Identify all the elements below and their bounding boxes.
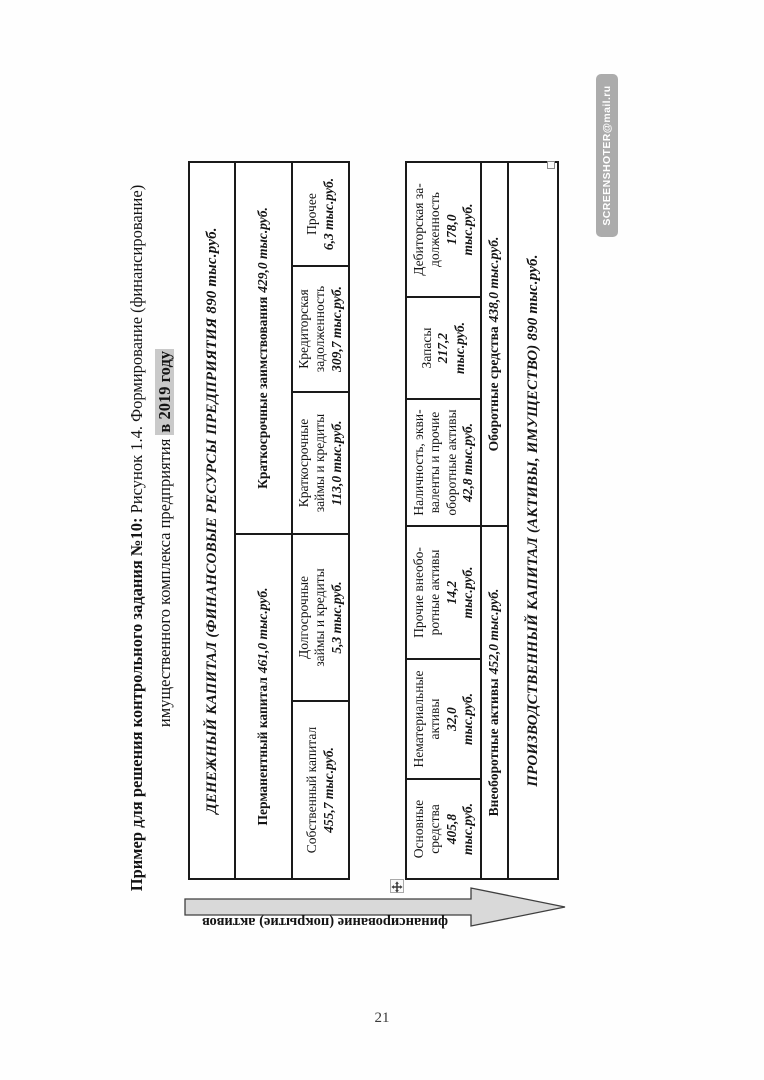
cell-value: тыс.руб. — [460, 566, 475, 619]
title-line2-text: имущественного комплекса предприятия — [155, 434, 174, 728]
current-assets-value: 438,0 тыс.руб. — [486, 236, 502, 323]
cell-value: 455,7 тыс.руб. — [320, 747, 336, 833]
cell-line: Нематериальные — [410, 670, 426, 768]
year-highlight: в 2019 году — [155, 350, 174, 433]
cell-value: тыс.руб. — [460, 693, 475, 745]
cell-value: 178,0 — [443, 214, 459, 245]
cell-receivables — [406, 162, 481, 297]
cell-value: 5,3 тыс.руб. — [328, 581, 344, 654]
cell-value: 32,0 — [443, 707, 459, 731]
title-figure-caption: Рисунок 1.4. Формирование (финансирование) — [127, 184, 146, 518]
cell-noncurrent-assets-total — [481, 526, 508, 879]
cell-fixed-assets — [406, 779, 481, 879]
title-task-label: Пример для решения контрольного задания №10: — [127, 517, 146, 892]
cell-value: 405,8 — [443, 813, 459, 845]
current-assets-label: Оборотные средства — [486, 326, 502, 452]
cell-line: Наличность, экви- — [410, 409, 426, 516]
four-way-move-icon — [391, 881, 403, 893]
cell-line: займы и кредиты — [312, 568, 328, 667]
cell-other-liabilities — [292, 162, 349, 266]
cell-short-term-borrowings — [235, 162, 292, 534]
tables-gap — [350, 163, 405, 880]
short-term-borrowings-value: 429,0 тыс.руб. — [255, 207, 271, 293]
cell-production-capital-footer: ПРОИЗВОДСТВЕННЫЙ КАПИТАЛ (АКТИВЫ, ИМУЩЕСТВО) 890 тыс.руб. — [508, 162, 558, 879]
cell-line: задолженность — [312, 285, 328, 373]
cell-value: тыс.руб. — [460, 803, 475, 855]
cell-current-assets-total — [481, 162, 508, 526]
noncurrent-assets-value: 452,0 тыс.руб. — [486, 588, 502, 675]
cell-accounts-payable — [292, 266, 349, 392]
cell-value: 309,7 тыс.руб. — [328, 286, 344, 372]
cell-line: оборотные активы — [443, 409, 459, 516]
cell-line: займы и кредиты — [312, 413, 328, 513]
cell-line: средства — [427, 804, 442, 854]
cell-value: 113,0 тыс.руб. — [328, 420, 344, 506]
cell-line: Прочее — [304, 193, 319, 235]
cell-line: Запасы — [418, 327, 434, 369]
cell-value: тыс.руб. — [460, 203, 475, 256]
cell-long-term-loans — [292, 534, 349, 701]
cell-line: Собственный капитал — [304, 726, 319, 854]
permanent-capital-value: 461,0 тыс.руб. — [255, 587, 271, 674]
cell-money-capital-header: ДЕНЕЖНЫЙ КАПИТАЛ (ФИНАНСОВЫЕ РЕСУРСЫ ПРЕДПРИЯТИЯ 890 тыс.руб. — [189, 162, 235, 879]
watermark-badge: SCREENSHOTER@mail.ru — [596, 74, 618, 237]
cell-line: долженность — [427, 192, 442, 267]
table-resize-handle[interactable] — [547, 161, 555, 169]
cell-line: Дебиторская за- — [410, 183, 426, 276]
table-move-handle[interactable] — [390, 879, 404, 893]
financing-arrow-label: финансирование (покрытие) активов — [202, 914, 449, 930]
cell-inventories — [406, 297, 481, 399]
figure-tables — [188, 163, 555, 880]
page-number: 21 — [374, 1010, 390, 1026]
watermark — [596, 74, 618, 237]
permanent-capital-label: Перманентный капитал — [255, 677, 271, 826]
short-term-borrowings-label: Краткосрочные заимствования — [255, 296, 271, 489]
production-capital-table — [405, 161, 559, 880]
figure-title — [123, 168, 181, 908]
cell-intangible-assets — [406, 659, 481, 779]
cell-line: Основные — [410, 799, 426, 859]
cell-value: 217,2 — [435, 332, 451, 364]
title-line-1 — [123, 168, 151, 908]
cell-short-term-loans — [292, 392, 349, 534]
cell-line: ротные активы — [427, 549, 442, 636]
money-capital-table — [188, 161, 350, 880]
cell-cash-and-equivalents — [406, 399, 481, 526]
cell-equity-capital — [292, 701, 349, 879]
cell-permanent-capital — [235, 534, 292, 879]
cell-value: 42,8 тыс.руб. — [460, 423, 475, 502]
cell-line: Краткосрочные — [295, 418, 311, 508]
title-line-2 — [151, 168, 179, 908]
cell-value: 6,3 тыс.руб. — [320, 177, 336, 251]
cell-line: активы — [427, 698, 442, 740]
cell-value: тыс.руб. — [451, 322, 467, 374]
cell-other-noncurrent-assets — [406, 526, 481, 659]
cell-line: Кредиторская — [295, 289, 311, 369]
cell-line: Прочие внеобо- — [410, 547, 426, 638]
cell-value: 14,2 — [443, 580, 459, 605]
figure-title-text — [123, 168, 181, 908]
cell-line: Долгосрочные — [295, 575, 311, 660]
figure-tables-rotated — [188, 163, 555, 880]
cell-line: валенты и прочие — [427, 411, 442, 514]
noncurrent-assets-label: Внеоборотные активы — [486, 678, 502, 817]
